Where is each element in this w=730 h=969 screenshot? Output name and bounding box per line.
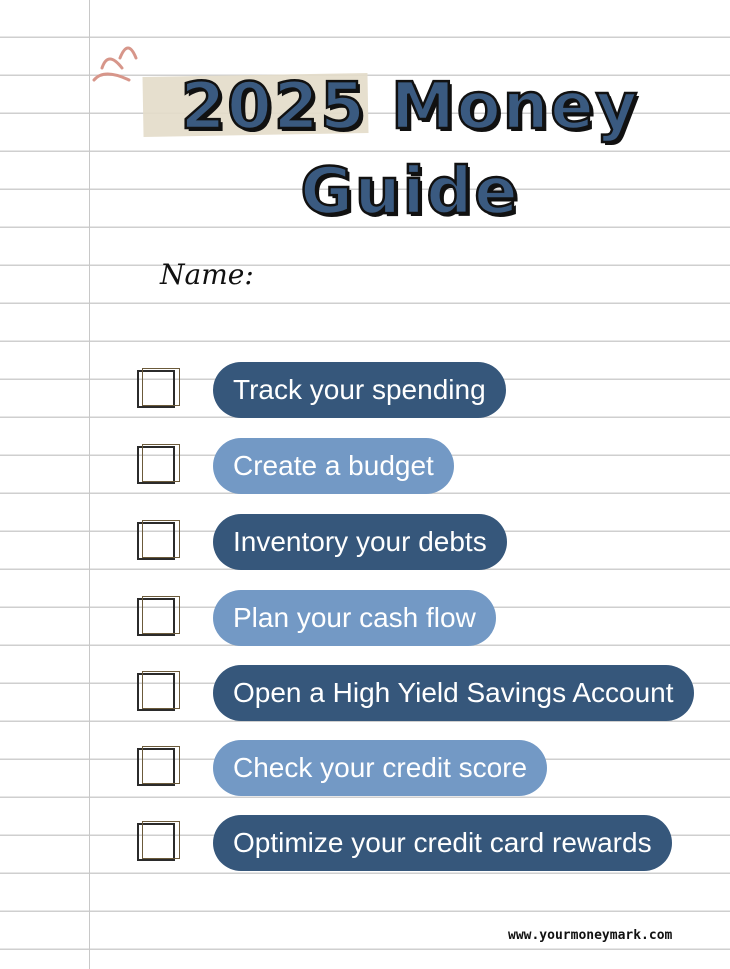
checkbox[interactable]: [137, 522, 175, 560]
checklist-item-label: Plan your cash flow: [213, 590, 496, 646]
page-title-line-2: Guide: [300, 155, 520, 229]
checkbox[interactable]: [137, 446, 175, 484]
checklist-item: [0, 362, 730, 418]
checklist-item-label: Check your credit score: [213, 740, 547, 796]
checkbox[interactable]: [137, 598, 175, 636]
checklist-item-label: Track your spending: [213, 362, 506, 418]
checklist-item-label: Create a budget: [213, 438, 454, 494]
checkbox[interactable]: [137, 823, 175, 861]
checklist-item: [0, 514, 730, 570]
checklist-item: [0, 438, 730, 494]
name-label: Name:: [160, 258, 254, 291]
checkbox[interactable]: [137, 370, 175, 408]
checklist-item-label: Open a High Yield Savings Account: [213, 665, 694, 721]
checklist-item: [0, 665, 730, 721]
page-title-line-1: 2025 Money: [180, 70, 640, 144]
checklist-item-label: Inventory your debts: [213, 514, 507, 570]
checklist-item-label: Optimize your credit card rewards: [213, 815, 672, 871]
checklist-item: [0, 740, 730, 796]
checkbox[interactable]: [137, 673, 175, 711]
checklist-item: [0, 590, 730, 646]
checkbox[interactable]: [137, 748, 175, 786]
checklist-item: [0, 815, 730, 871]
website-url: www.yourmoneymark.com: [508, 928, 673, 943]
